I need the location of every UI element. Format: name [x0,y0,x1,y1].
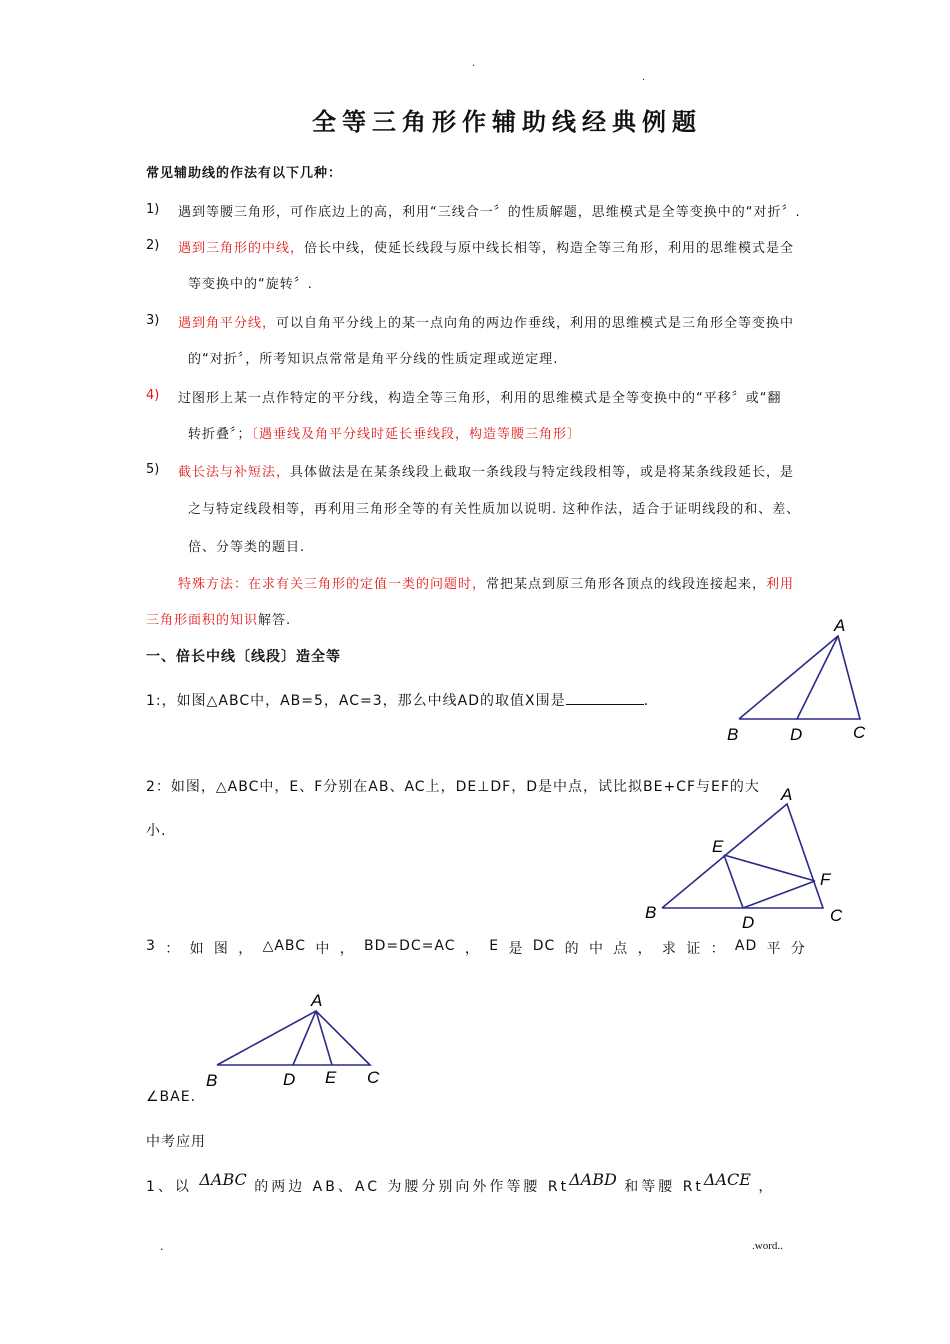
item-highlight: 〔遇垂线及角平分线时延长垂线段，构造等腰三角形〕 [251,427,582,442]
vertex-label-b: B [206,1071,218,1090]
math-triangle-abc: ΔABC [199,1170,247,1189]
special-method-cont: 三角形面积的知识解答. [146,613,292,628]
page-title: 全等三角形作辅助线经典例题 [312,108,702,136]
section-heading: 一、倍长中线〔线段〕造全等 [146,649,341,665]
vertex-label-c: C [830,906,843,925]
item-number: 5) [146,462,160,477]
vertex-label-f: F [820,870,831,889]
item-text: 遇到角平分线，可以自角平分线上的某一点向角的两边作垂线，利用的思维模式是三角形全等变换中 [178,316,795,331]
item-highlight: 截长法与补短法， [178,465,291,480]
item-text-cont: 转折叠〞；〔遇垂线及角平分线时延长垂线段，构造等腰三角形〕 [188,427,582,442]
vertex-label-a: A [834,616,846,635]
item-text: 过图形上某一点作特定的平分线，构造全等三角形，利用的思维模式是全等变换中的“平移〞或“翻 [178,391,782,406]
vertex-label-b: B [645,903,657,922]
item-highlight: 遇到角平分线， [178,316,277,331]
item-number: 4) [146,388,160,403]
subsection-heading: 中考应用 [146,1134,206,1150]
question-1: 1:，如图△ABC中，AB=5，AC=3，那么中线AD的取值X围是 . [146,693,650,709]
item-text-cont: 倍、分等类的题目. [188,540,306,555]
math-triangle-abd: ΔABD [569,1170,617,1189]
vertex-label-a: A [781,785,793,804]
question-2: 2：如图，△ABC中，E、F分别在AB、AC上，DE⊥DF，D是中点，试比拟BE+CF与EF的大 [146,779,760,795]
vertex-label-e: E [325,1068,337,1087]
special-method: 特殊方法：在求有关三角形的定值一类的问题时，常把某点到原三角形各顶点的线段连接起来，利用 [178,577,795,592]
header-dot-left: . [472,58,477,69]
header-dot-right: . [642,72,647,83]
intro-text: 常见辅助线的作法有以下几种： [146,166,343,181]
question-2-cont: 小. [146,823,167,839]
vertex-label-c: C [853,723,866,742]
vertex-label-e: E [712,837,724,856]
item-number: 1) [146,202,160,217]
item-text: 遇到三角形的中线，倍长中线，使延长线段与原中线长相等，构造全等三角形，利用的思维模式是全 [178,241,795,256]
item-text-cont: 的“对折〞，所考知识点常常是角平分线的性质定理或逆定理. [188,352,559,367]
vertex-label-d: D [790,725,803,744]
item-text-cont: 之与特定线段相等，再利用三角形全等的有关性质加以说明. 这种作法，适合于证明线段的和、差、 [188,502,801,517]
application-1: 1、以 ΔABC 的两边 AB、AC 为腰分别向外作等腰 RtΔABD 和等腰 RtΔACE ， [146,1170,776,1195]
question-3-cont: ∠BAE. [146,1089,197,1105]
vertex-label-b: B [727,725,739,744]
item-text: 截长法与补短法，具体做法是在某条线段上截取一条线段与特定线段相等，或是将某条线段延长，是 [178,465,795,480]
vertex-label-c: C [367,1068,380,1087]
footer-dot: . [160,1240,164,1253]
item-number: 3) [146,313,160,328]
item-highlight: 遇到三角形的中线， [178,241,305,256]
item-text: 遇到等腰三角形，可作底边上的高，利用“三线合一〞的性质解题，思维模式是全等变换中的“对折〞. [178,205,801,220]
vertex-label-d: D [283,1070,296,1089]
question-3: 3 ： 如 图 ， △ABC 中 ， BD=DC=AC ， E 是 DC 的 中 点 ， 求 证 ： AD 平 分 [146,938,806,957]
math-triangle-ace: ΔACE [703,1170,751,1189]
item-text-cont: 等变换中的“旋转〞. [188,277,313,292]
footer-text: .word.. [752,1240,783,1252]
vertex-label-d: D [742,913,755,932]
item-number: 2) [146,238,160,253]
vertex-label-a: A [311,991,323,1010]
